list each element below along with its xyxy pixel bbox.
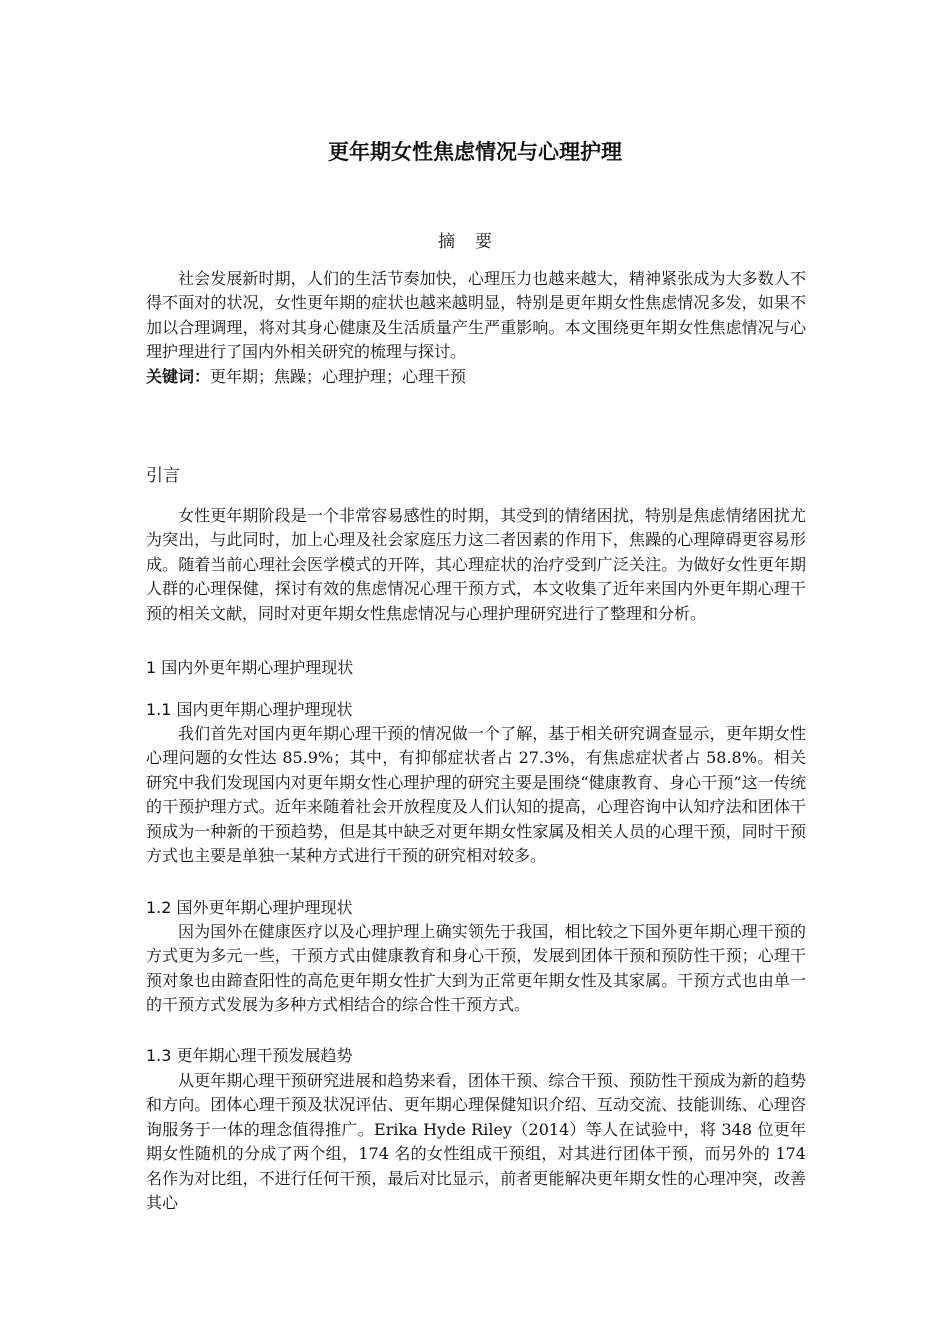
intro-heading: 引言 (146, 466, 180, 486)
section-1-2-heading: 1.2 国外更年期心理护理现状 (146, 898, 353, 917)
section-1-1-heading: 1.1 国内更年期心理护理现状 (146, 700, 353, 719)
keywords-line (146, 365, 806, 389)
section-1-3-heading: 1.3 更年期心理干预发展趋势 (146, 1046, 353, 1065)
section-1-3-paragraph: 从更年期心理干预研究进展和趋势来看，团体干预、综合干预、预防性干预成为新的趋势和方向。团体心理干预及状况评估、更年期心理保健知识介绍、互动交流、技能训练、心理咨询服务于一体的理念值得推广。Erika Hyde Riley（2014）等人在试验中，将 348 位更年期女性随机的分成了两个组，174 名的女性组成干预组，对其进行团体干预，而另外的 174 名作为对比组，不进行任何干预，最后对比显示，前者更能解决更年期女性的心理冲突，改善其心 (146, 1071, 806, 1213)
section-1-1-paragraph: 我们首先对国内更年期心理干预的情况做一个了解，基于相关研究调查显示，更年期女性心理问题的女性达 85.9%；其中，有抑郁症状者占 27.3%，有焦虑症状者占 58.8%。相关研究中我们发现国内对更年期女性心理护理的研究主要是围绕“健康教育、身心干预”这一传统的干预护理方式。近年来随着社会开放程度及人们认知的提高，心理咨询中认知疗法和团体干预成为一种新的干预趋势，但是其中缺乏对更年期女性家属及相关人员的心理干预，同时干预方式也主要是单独一某种方式进行干预的研究相对较多。 (146, 724, 806, 866)
intro-section (146, 504, 806, 626)
document-title: 更年期女性焦虑情况与心理护理 (328, 140, 622, 164)
section-1-1-body (146, 722, 806, 868)
keywords-label: 关键词： (146, 366, 211, 386)
section-1-3-body (146, 1069, 806, 1215)
section-1-2-paragraph: 因为国外在健康医疗以及心理护理上确实领先于我国，相比较之下国外更年期心理干预的方式更为多元一些，干预方式由健康教育和身心干预，发展到团体干预和预防性干预；心理干预对象也由蹄查阳性的高危更年期女性扩大到为正常更年期女性及其家属。干预方式也由单一的干预方式发展为多种方式相结合的综合性干预方式。 (146, 922, 806, 1015)
keywords-value: 更年期；焦躁；心理护理；心理干预 (210, 366, 467, 386)
abstract-paragraph: 社会发展新时期，人们的生活节奏加快，心理压力也越来越大，精神紧张成为大多数人不得不面对的状况，女性更年期的症状也越来越明显，特别是更年期女性焦虑情况多发，如果不加以合理调理，将对其身心健康及生活质量产生严重影响。本文围绕更年期女性焦虑情况与心理护理进行了国内外相关研究的梳理与探讨。 (146, 269, 806, 362)
abstract-heading: 摘要 (438, 232, 512, 252)
intro-paragraph: 女性更年期阶段是一个非常容易感性的时期，其受到的情绪困扰，特别是焦虑情绪困扰尤为突出，与此同时，加上心理及社会家庭压力这二者因素的作用下，焦躁的心理障碍更容易形成。随着当前心理社会医学模式的开阵，其心理症状的治疗受到广泛关注。为做好女性更年期人群的心理保健，探讨有效的焦虑情况心理干预方式，本文收集了近年来国内外更年期心理干预的相关文献，同时对更年期女性焦虑情况与心理护理研究进行了整理和分析。 (146, 506, 806, 623)
section-1-2-body (146, 920, 806, 1018)
abstract-section (146, 267, 806, 389)
section-1-heading: 1 国内外更年期心理护理现状 (146, 658, 354, 677)
